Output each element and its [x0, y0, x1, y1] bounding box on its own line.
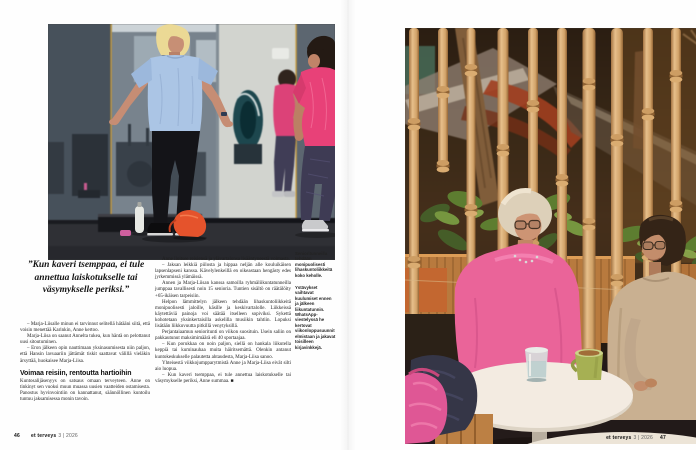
- water-bottle: [135, 206, 144, 233]
- cafe-photo: [405, 28, 696, 444]
- page-number: 46: [14, 433, 20, 439]
- text-column-2: [155, 257, 291, 385]
- pink-tshirt: [300, 67, 335, 146]
- magazine-name: et terveys: [30, 433, 57, 439]
- gym-photo: [48, 24, 335, 260]
- magazine-name: et terveys: [606, 435, 632, 441]
- text-column-1: [20, 322, 150, 404]
- body-paragraph: Perjantaiaamun senioritunti on viikon suosituin. Usein saliin on pakkautunut maksimimäärä eli 40 sportaajaa.: [155, 330, 291, 342]
- issue-number: 3 | 2026: [633, 435, 654, 441]
- wristwatch: [221, 112, 227, 116]
- body-paragraph: – Kun porukkaa on noin paljon, siellä on hankala liikutella keppiä tai kuminauhaa muita häiritsemättä. Olenkin antanut kuntokeskukselle palautetta ahtaudesta, Marja-Liisa sanoo.: [155, 342, 291, 360]
- pull-quote: ”Kun kaveri tsemppaa, ei tule annettua laiskotukselle tai väsymykselle periksi.”: [27, 260, 145, 296]
- right-page-footer: [606, 435, 666, 441]
- pink-item: [120, 230, 131, 236]
- issue-number: 3 | 2026: [58, 433, 78, 439]
- photo-caption: Senioritunneilla tehdään monipuolisesti lihaskuntoliikkeitä koko keholle.: [295, 251, 333, 278]
- body-paragraph: Kuntosalijäsenyys on satsaus omaan terveyteen. Anne on tinkinyt sen vuoksi muun muassa uusien vaatteiden ostamisesta. Panostus hyvinvointiin on kannattanut, säännöllinen kuntoilu tuntuu jaksamisessa monin tavoin.: [20, 379, 150, 403]
- left-page-footer: [14, 433, 78, 439]
- body-paragraph: Annen ja Marja-Liisan kanssa samoilla ryhmäliikuntatunneilla jumppaa tavallisesti noin 15 senioria. Tuntien sisältö on räätälöity +65-ikäisen tarpeisiin.: [155, 281, 291, 299]
- wall-unit: [272, 48, 289, 59]
- face: [308, 54, 320, 68]
- body-paragraph: Anne iloitsee reisiensä ja ylävartalonsa lisääntyneestä voimasta.: [162, 257, 290, 262]
- body-paragraph: – Kun kaveri tsemppaa, ei tule annettua laiskotukselle tai väsymykselle periksi, Anne summaa. ■: [155, 372, 291, 384]
- body-paragraph: Marja-Liisa on saanut Annelta tukea, kun häntä on pelottanut uusi sitoutuminen.: [20, 334, 150, 346]
- warm-light-overlay: [405, 28, 696, 444]
- body-paragraph: – Jaksan leikkiä piilosta ja hippaa neljän alle kouluikäisen lapsenlapseni kanssa. Kävelylenkeillä en oikeastaan hengästy edes jyrkemmissä ylämäissä.: [155, 263, 291, 281]
- margin-captions: [295, 251, 336, 357]
- page-number: 47: [660, 435, 666, 441]
- body-paragraph: – Eron jälkeen opin nauttimaan yksinasumisesta niin paljon, että Hansin lavuaariin jättämät tiskit saattavat välillä vieläkin ärsyttää, huokaisee Marja-Liisa.: [20, 346, 150, 364]
- section-heading: Voimaa reisiin, rentoutta hartioihin: [20, 369, 132, 377]
- body-paragraph: – Marja-Liisalle minun ei tarvinnut selitellä hätääni siitä, että voisin menettää Karinkin, Anne kertoo.: [20, 322, 150, 334]
- body-paragraph: Yhteisestä viikkojumpparytmistä Anne ja Marja-Liisa eivät silti aio luopua.: [155, 360, 291, 372]
- photo-caption: Ystävykset vaihtavat kuulumiset ennen ja jälkeen liikuntatunnin. WhatsApp-viestelyssä he kertovat viikonloppusuunnitelmistaan ja jakavat toisilleen kirjavinkkejä.: [295, 285, 336, 350]
- body-paragraph: Helpon lämmittelyn jälkeen tehdään lihaskuntoliikkeitä monipuolisesti jaloille, käsille ja keskivartalolle. Liikkeissä käytettäviä painoja voi säätää itselleen sopiviksi. Sykettä kohotetaan yksinkertaisilla askelilla musiikin tahtiin. Lopuksi lisätään liikkuvuutta pitkillä venytyksillä.: [155, 299, 291, 330]
- right-page: [348, 0, 696, 450]
- blue-tshirt: [148, 55, 203, 131]
